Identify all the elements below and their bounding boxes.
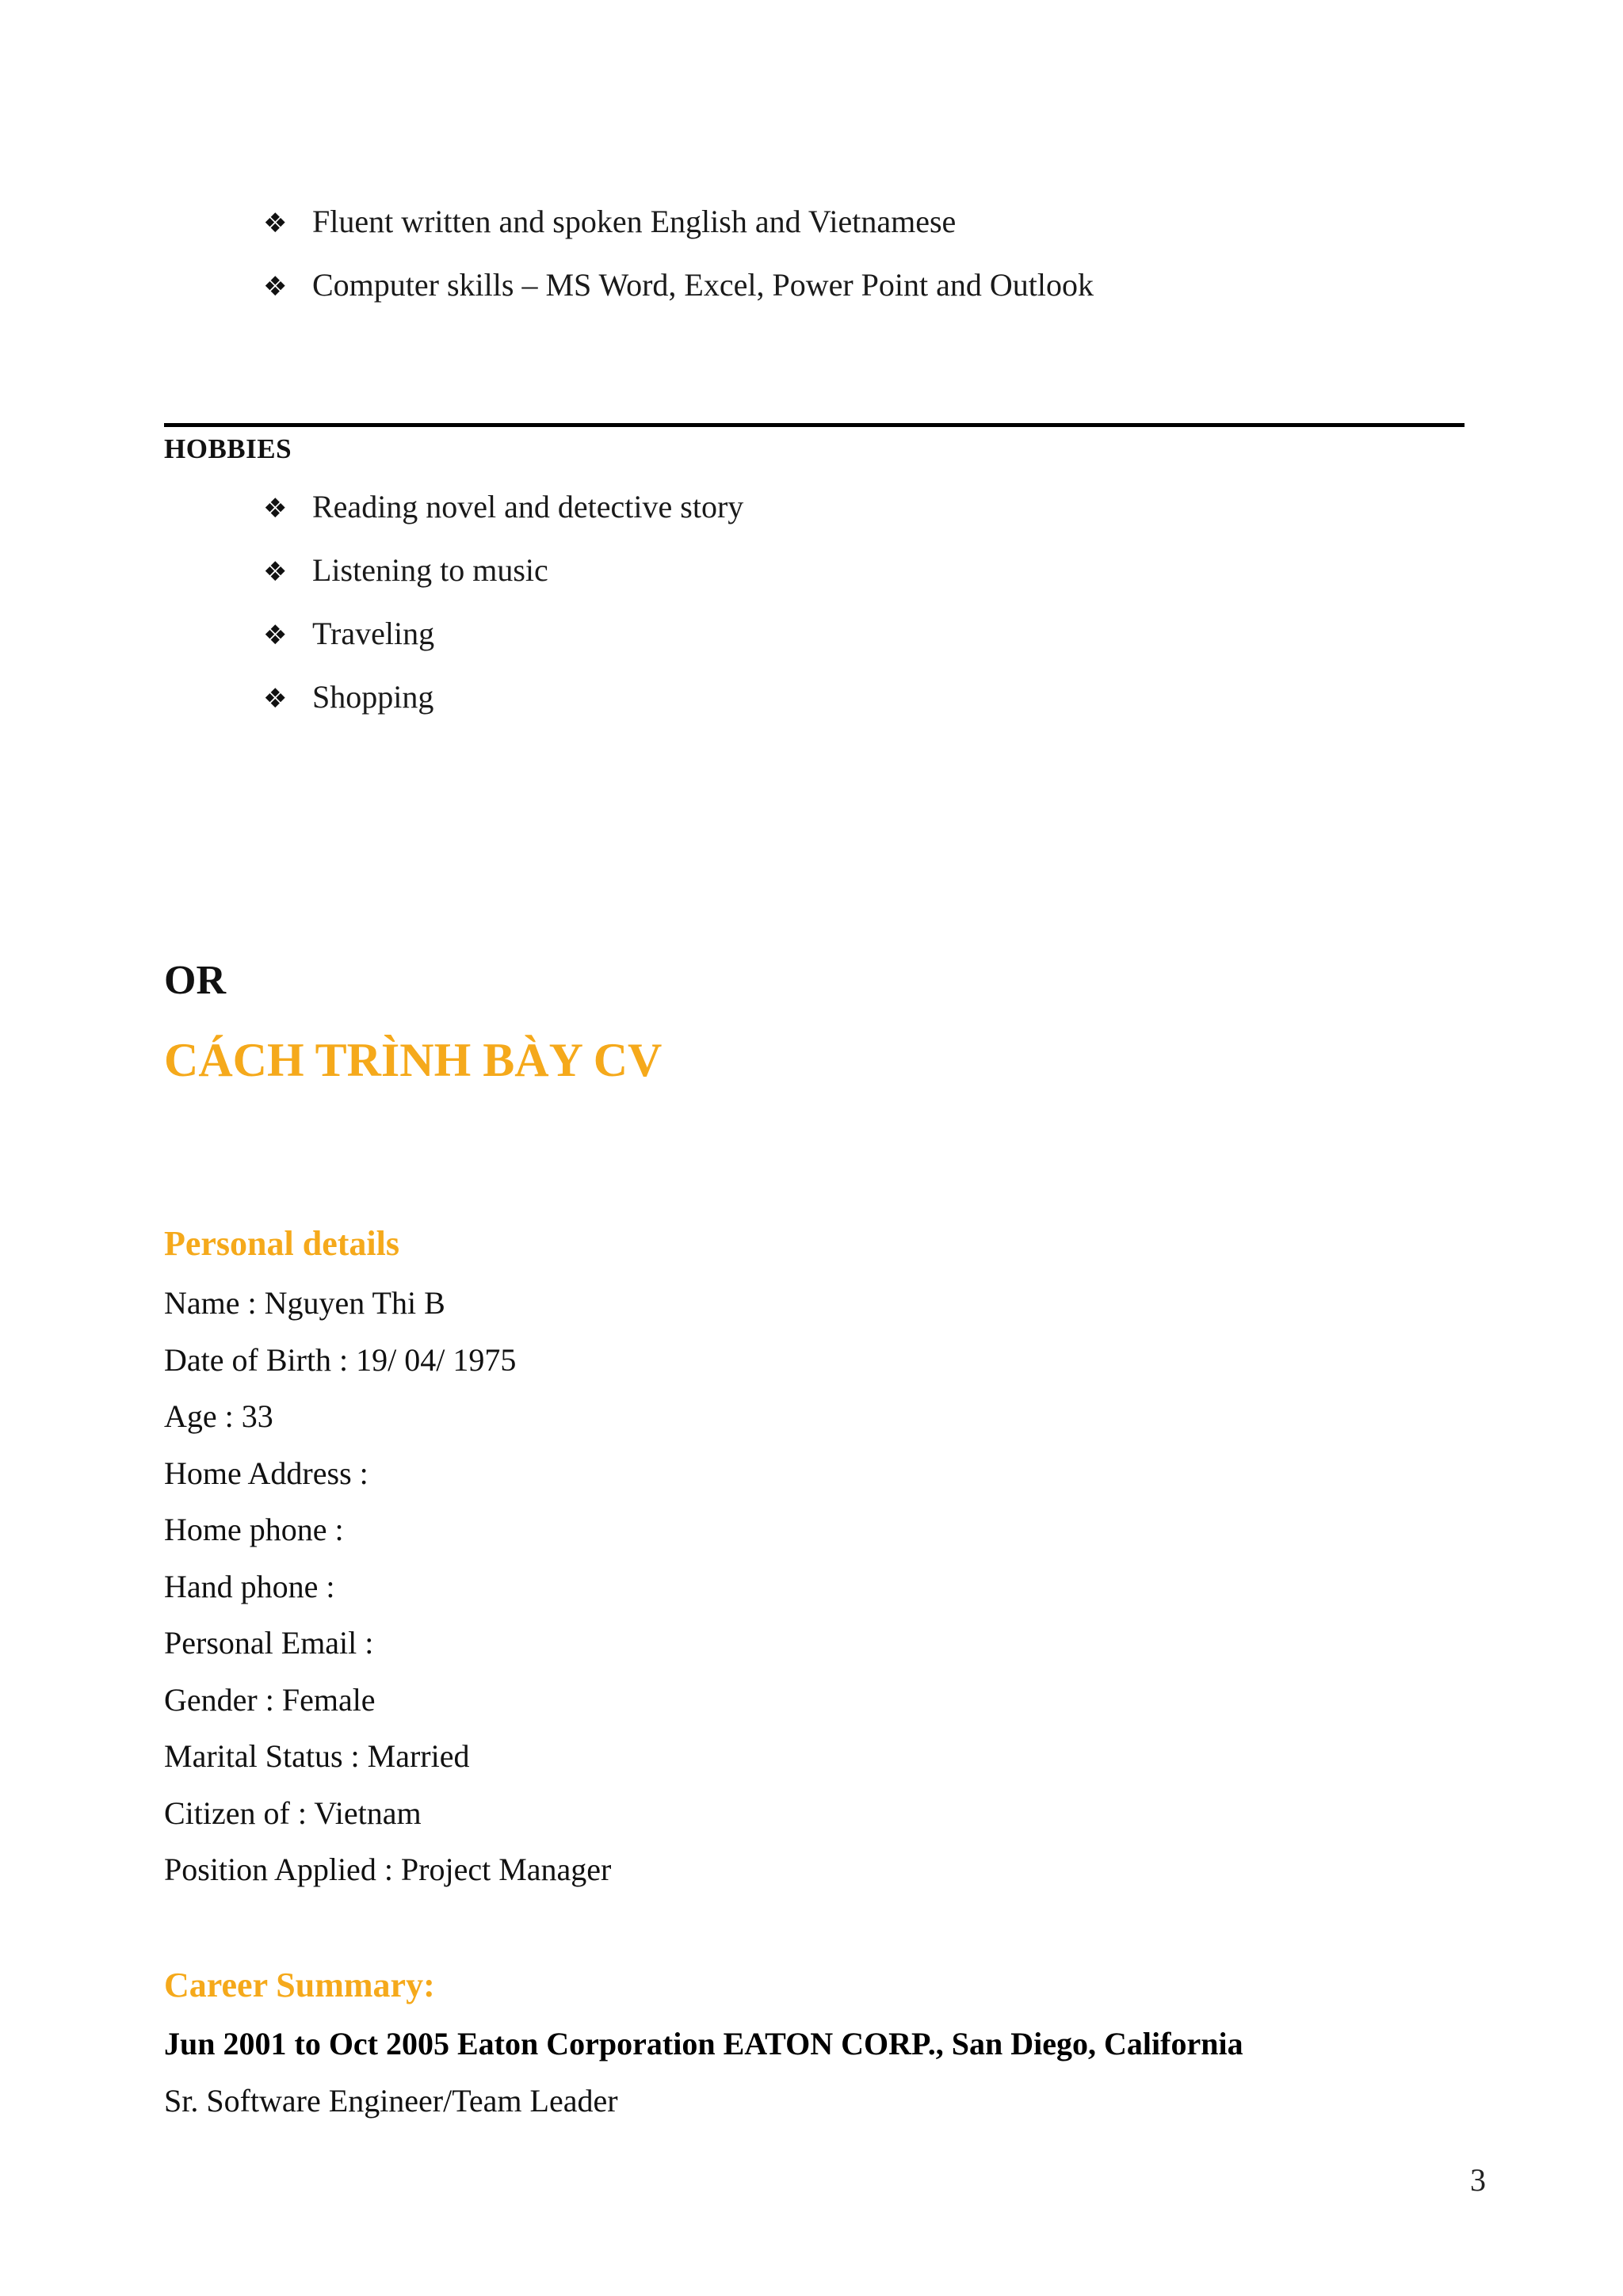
career-summary-heading: Career Summary: [164,1966,435,2004]
diamond-bullet-icon: ❖ [263,683,288,715]
detail-line: Hand phone : [164,1568,335,1604]
list-item [263,539,743,602]
section-divider [164,423,1465,427]
hobbies-title: HOBBIES [164,433,292,464]
diamond-bullet-icon: ❖ [263,556,288,588]
detail-line: Home Address : [164,1455,369,1491]
or-heading: OR [164,958,226,1003]
list-item [263,602,743,666]
detail-line: Home phone : [164,1512,344,1547]
skill-text: Fluent written and spoken English and Vietnamese [312,204,957,239]
job-period-company: Jun 2001 to Oct 2005 Eaton Corporation EATON CORP., San Diego, California [164,2026,1243,2061]
hobbies-list [263,475,743,729]
detail-line: Personal Email : [164,1625,374,1661]
cv-title: CÁCH TRÌNH BÀY CV [164,1034,663,1086]
list-item [263,190,1094,254]
detail-line: Gender : Female [164,1681,376,1718]
page-number: 3 [1470,2162,1486,2198]
skill-text: Computer skills – MS Word, Excel, Power Point and Outlook [312,267,1094,303]
personal-details-heading: Personal details [164,1224,399,1263]
diamond-bullet-icon: ❖ [263,271,288,303]
hobby-text: Listening to music [312,552,548,588]
list-item [263,254,1094,317]
list-item [263,475,743,539]
detail-line: Marital Status : Married [164,1738,470,1774]
hobby-text: Shopping [312,679,434,715]
skills-list [263,190,1094,317]
hobby-text: Reading novel and detective story [312,489,744,524]
detail-line: Age : 33 [164,1398,273,1434]
detail-line: Citizen of : Vietnam [164,1794,422,1831]
list-item [263,666,743,729]
hobby-text: Traveling [312,616,435,651]
diamond-bullet-icon: ❖ [263,620,288,651]
detail-line: Date of Birth : 19/ 04/ 1975 [164,1341,517,1378]
diamond-bullet-icon: ❖ [263,208,288,239]
personal-details-list [164,1275,611,1898]
detail-line: Position Applied : Project Manager [164,1852,612,1887]
diamond-bullet-icon: ❖ [263,493,288,524]
detail-line: Name : Nguyen Thi B [164,1285,445,1321]
job-role: Sr. Software Engineer/Team Leader [164,2083,618,2119]
